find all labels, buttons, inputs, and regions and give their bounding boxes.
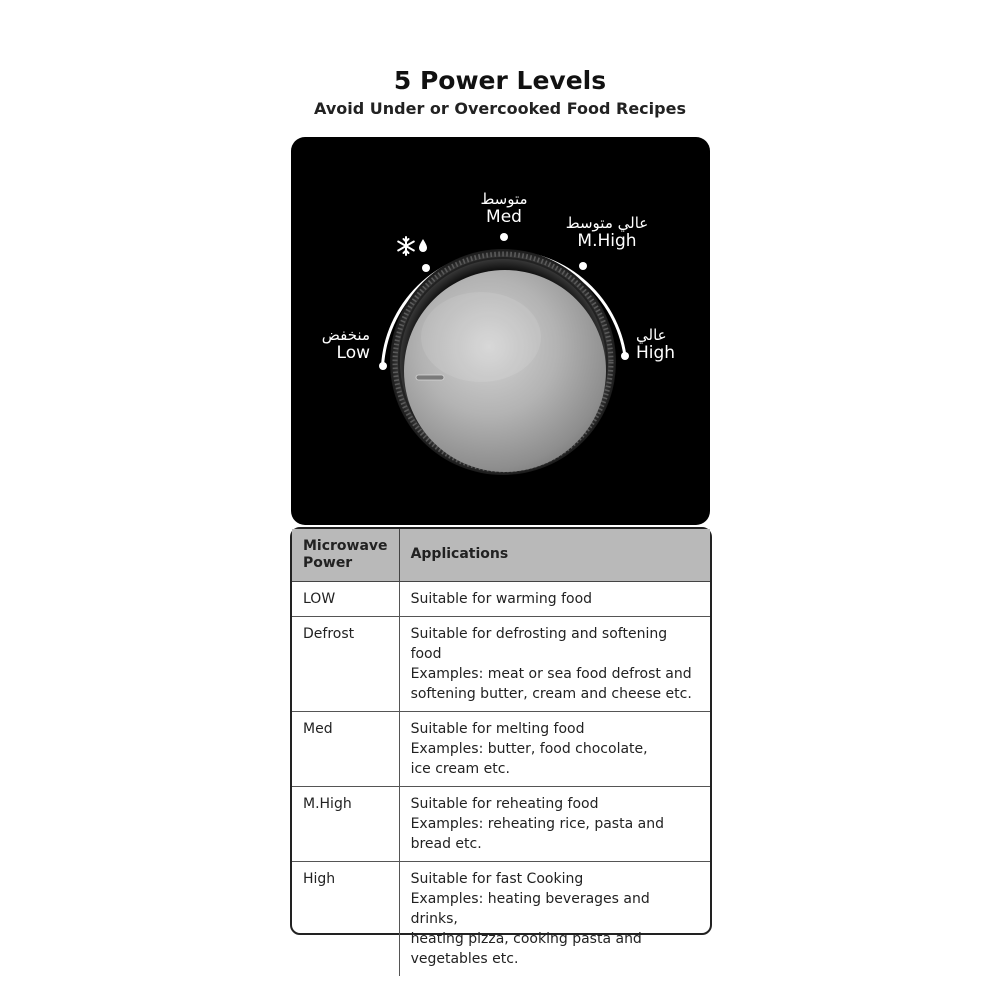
header-applications: Applications xyxy=(399,529,710,582)
label-med xyxy=(464,192,544,226)
table-row xyxy=(292,787,710,862)
application-line: Examples: reheating rice, pasta and xyxy=(410,816,664,832)
application-line: Suitable for warming food xyxy=(410,591,593,607)
power-levels-table xyxy=(292,529,710,976)
applications-cell xyxy=(399,582,710,617)
table-row xyxy=(292,582,710,617)
label-high-english: High xyxy=(636,343,676,363)
label-high xyxy=(636,328,696,362)
dot-low xyxy=(379,362,387,370)
dot-high xyxy=(621,352,629,360)
applications-cell xyxy=(399,617,710,712)
label-low xyxy=(320,328,370,362)
snowflake-icon xyxy=(398,237,414,255)
table-row xyxy=(292,617,710,712)
header-power-line: Power xyxy=(303,555,353,571)
label-high-arabic: عالي xyxy=(636,326,667,344)
label-med-english: Med xyxy=(486,207,522,227)
power-cell: Defrost xyxy=(292,617,399,712)
table-row xyxy=(292,862,710,977)
application-line: Examples: butter, food chocolate, xyxy=(410,741,648,757)
power-levels-table-container xyxy=(290,527,712,967)
dot-mhigh xyxy=(579,262,587,270)
applications-cell xyxy=(399,787,710,862)
table-header-row xyxy=(292,529,710,582)
page-subtitle: Avoid Under or Overcooked Food Recipes xyxy=(314,99,686,118)
power-cell: Med xyxy=(292,712,399,787)
label-med-arabic: متوسط xyxy=(480,190,528,208)
application-line: vegetables etc. xyxy=(410,951,519,967)
label-low-english: Low xyxy=(336,343,370,363)
power-dial-panel xyxy=(291,137,710,525)
header-microwave-power xyxy=(292,529,399,582)
applications-cell xyxy=(399,862,710,977)
application-line: Suitable for fast Cooking xyxy=(410,871,584,887)
application-line: softening butter, cream and cheese etc. xyxy=(410,686,692,702)
header-power-line: Microwave xyxy=(303,537,388,554)
application-line: Suitable for defrosting and softening food xyxy=(410,626,668,662)
label-low-arabic: منخفض xyxy=(321,326,370,344)
label-mhigh-english: M.High xyxy=(577,231,637,251)
application-line: ice cream etc. xyxy=(410,761,510,777)
application-line: bread etc. xyxy=(410,836,482,852)
label-mhigh-arabic: عالي متوسط xyxy=(565,214,649,232)
power-cell: M.High xyxy=(292,787,399,862)
application-line: Suitable for melting food xyxy=(410,721,585,737)
dot-defrost xyxy=(422,264,430,272)
application-line: heating pizza, cooking pasta and xyxy=(410,931,642,947)
water-drop-icon xyxy=(419,239,427,252)
application-line: Examples: meat or sea food defrost and xyxy=(410,666,692,682)
power-cell: LOW xyxy=(292,582,399,617)
application-line: Examples: heating beverages and drinks, xyxy=(410,891,650,927)
knob-pointer xyxy=(416,375,444,380)
power-cell: High xyxy=(292,862,399,977)
label-mhigh xyxy=(561,216,653,250)
applications-cell xyxy=(399,712,710,787)
application-line: Suitable for reheating food xyxy=(410,796,599,812)
dot-med xyxy=(500,233,508,241)
table-row xyxy=(292,712,710,787)
page-title: 5 Power Levels xyxy=(393,66,607,95)
